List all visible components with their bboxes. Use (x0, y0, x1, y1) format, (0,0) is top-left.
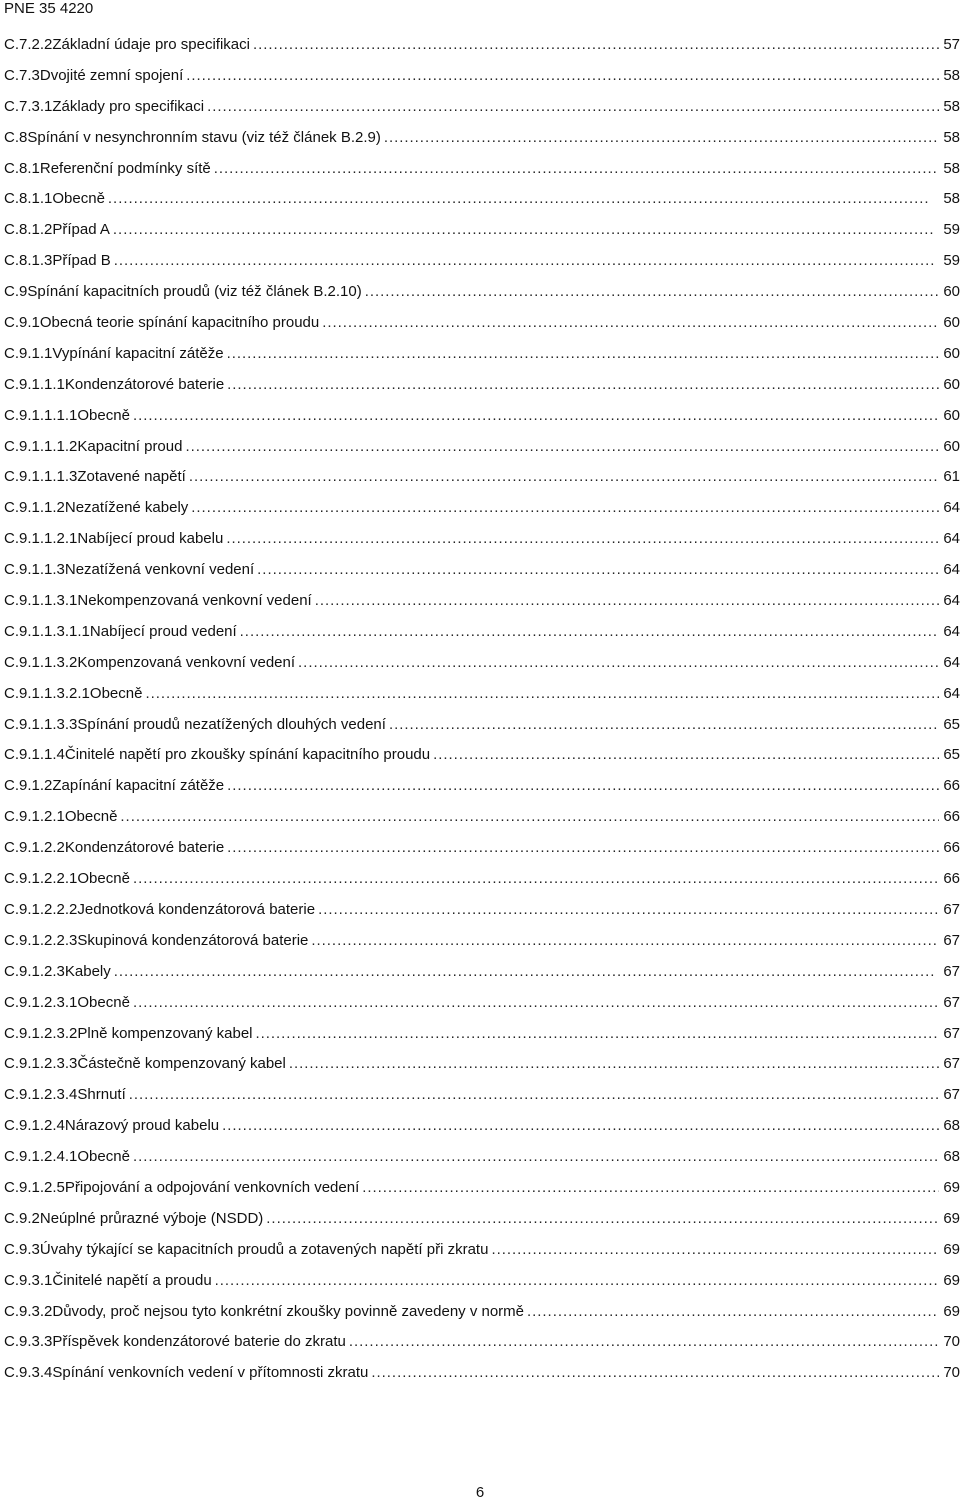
toc-entry-text: Neúplné průrazné výboje (NSDD) (39, 1209, 264, 1227)
toc-entry-page: 64 (943, 530, 960, 548)
toc-entry-page: 67 (943, 931, 960, 949)
toc-entry-title (4, 221, 110, 239)
toc-entry-page: 64 (943, 684, 960, 702)
toc-entry-text: Zapínání kapacitní zátěže (52, 777, 225, 795)
toc-dot-leader (120, 808, 939, 826)
toc-entry[interactable] (0, 901, 960, 932)
toc-entry[interactable] (0, 1055, 960, 1086)
toc-entry-text: Referenční podmínky sítě (39, 159, 211, 177)
toc-entry-title (4, 190, 105, 208)
toc-dot-leader (389, 716, 939, 734)
toc-dot-leader (256, 1025, 940, 1043)
toc-entry-number: C.8.1.1 (4, 190, 53, 208)
toc-dot-leader (433, 746, 939, 764)
toc-dot-leader (114, 252, 939, 270)
toc-entry-number: C.8.1.3 (4, 252, 53, 270)
toc-entry-page: 69 (943, 1302, 960, 1320)
toc-entry[interactable] (0, 685, 960, 716)
toc-dot-leader (289, 1055, 939, 1073)
toc-entry-page: 64 (943, 592, 960, 610)
toc-entry-text: Kapacitní proud (77, 437, 183, 455)
toc-entry-number: C.9.1.1.2 (4, 499, 65, 517)
toc-entry-number: C.9 (4, 283, 28, 301)
toc-dot-leader (214, 160, 939, 178)
toc-entry-page: 67 (943, 900, 960, 918)
toc-entry-title (4, 932, 308, 950)
toc-entry-title (4, 36, 250, 54)
toc-entry-title (4, 1333, 346, 1351)
toc-entry-title (4, 994, 130, 1012)
toc-entry-text: Nezatížená venkovní vedení (64, 561, 255, 579)
toc-entry[interactable] (0, 1025, 960, 1056)
toc-entry[interactable] (0, 345, 960, 376)
toc-entry[interactable] (0, 1333, 960, 1364)
toc-entry-text: Důvody, proč nejsou tyto konkrétní zkoušky povinně zavedeny v normě (52, 1302, 525, 1320)
toc-entry-title (4, 623, 237, 641)
toc-entry[interactable] (0, 654, 960, 685)
toc-entry-title (4, 438, 182, 456)
toc-dot-leader (253, 36, 939, 54)
toc-entry-title (4, 314, 319, 332)
toc-entry[interactable] (0, 746, 960, 777)
toc-dot-leader (322, 314, 939, 332)
toc-entry[interactable] (0, 932, 960, 963)
toc-entry-text: Obecná teorie spínání kapacitního proudu (39, 314, 320, 332)
toc-dot-leader (527, 1303, 939, 1321)
toc-entry-number: C.9.1 (4, 314, 40, 332)
toc-entry-title (4, 716, 386, 734)
toc-dot-leader (365, 283, 939, 301)
toc-entry-number: C.9.1.2.4.1 (4, 1148, 78, 1166)
toc-entry-page: 64 (943, 653, 960, 671)
toc-entry-title (4, 685, 142, 703)
toc-entry-number: C.9.1.2.4 (4, 1117, 65, 1135)
toc-entry-page: 64 (943, 561, 960, 579)
toc-entry-page: 67 (943, 1086, 960, 1104)
toc-entry-page: 66 (943, 839, 960, 857)
toc-entry-text: Nárazový proud kabelu (64, 1117, 220, 1135)
toc-dot-leader (108, 190, 939, 208)
toc-entry-number: C.9.1.2.3.1 (4, 993, 78, 1011)
toc-entry[interactable] (0, 777, 960, 808)
toc-entry-number: C.9.3.3 (4, 1333, 53, 1351)
toc-entry-page: 65 (943, 746, 960, 764)
toc-entry-page: 69 (943, 1271, 960, 1289)
toc-dot-leader (114, 963, 939, 981)
toc-entry-title (4, 407, 130, 425)
toc-entry[interactable] (0, 963, 960, 994)
toc-entry-number: C.7.2.2 (4, 36, 53, 53)
toc-entry-number: C.9.1.2.2 (4, 839, 65, 857)
toc-dot-leader (215, 1272, 939, 1290)
toc-entry-text: Vypínání kapacitní zátěže (52, 344, 224, 362)
toc-entry-number: C.9.1.2 (4, 777, 53, 795)
toc-entry-title (4, 468, 186, 486)
toc-dot-leader (362, 1179, 939, 1197)
toc-entry-page: 66 (943, 777, 960, 795)
toc-entry-number: C.7.3.1 (4, 97, 53, 115)
toc-dot-leader (129, 1086, 939, 1104)
toc-entry-text: Obecně (77, 1148, 130, 1166)
toc-entry[interactable] (0, 376, 960, 407)
toc-entry-text: Připojování a odpojování venkovních vedení (64, 1178, 360, 1196)
toc-entry-page: 67 (943, 1055, 960, 1073)
toc-dot-leader (133, 407, 939, 425)
toc-entry-title (4, 499, 188, 517)
toc-entry-number: C.9.1.1.2.1 (4, 530, 78, 548)
toc-entry[interactable] (0, 716, 960, 747)
toc-entry-page: 67 (943, 1024, 960, 1042)
toc-entry[interactable] (0, 1303, 960, 1334)
toc-entry-title (4, 1272, 212, 1290)
toc-dot-leader (384, 129, 939, 147)
toc-entry-text: Dvojité zemní spojení (39, 66, 184, 84)
toc-entry-title (4, 808, 117, 826)
toc-dot-leader (491, 1241, 939, 1259)
toc-entry-page: 67 (943, 962, 960, 980)
toc-entry-number: C.9.1.2.2.3 (4, 931, 78, 949)
toc-entry[interactable] (0, 561, 960, 592)
toc-entry-text: Činitelé napětí a proudu (52, 1271, 212, 1289)
toc-entry-title (4, 654, 295, 672)
toc-entry-text: Spínání kapacitních proudů (viz též článek B.2.10) (27, 283, 362, 301)
toc-entry-text: Obecně (77, 406, 130, 424)
toc-dot-leader (349, 1333, 939, 1351)
toc-dot-leader (191, 499, 939, 517)
toc-entry[interactable] (0, 499, 960, 530)
toc-entry-page: 68 (943, 1148, 960, 1166)
toc-dot-leader (227, 777, 939, 795)
toc-entry-page: 68 (943, 1117, 960, 1135)
toc-entry-number: C.9.1.2.1 (4, 808, 65, 826)
toc-dot-leader (226, 530, 939, 548)
toc-dot-leader (145, 685, 939, 703)
toc-dot-leader (222, 1117, 939, 1135)
toc-entry-number: C.9.1.1.1.2 (4, 437, 78, 455)
toc-entry-title (4, 1086, 126, 1104)
toc-entry[interactable] (0, 1364, 960, 1395)
toc-entry[interactable] (0, 407, 960, 438)
toc-entry-number: C.9.3.1 (4, 1271, 53, 1289)
toc-dot-leader (189, 468, 939, 486)
toc-entry-text: Úvahy týkající se kapacitních proudů a zotavených napětí při zkratu (39, 1240, 489, 1258)
toc-entry-title (4, 870, 130, 888)
toc-entry[interactable] (0, 129, 960, 160)
toc-dot-leader (240, 623, 939, 641)
toc-entry[interactable] (0, 1086, 960, 1117)
toc-entry-page: 60 (943, 437, 960, 455)
toc-entry-number: C.9.1.2.3.4 (4, 1086, 78, 1104)
toc-entry-text: Částečně kompenzovaný kabel (77, 1055, 286, 1073)
toc-dot-leader (318, 901, 939, 919)
toc-entry-page: 66 (943, 808, 960, 826)
toc-entry-number: C.9.1.2.3 (4, 962, 65, 980)
toc-entry-page: 58 (943, 190, 960, 208)
toc-entry-text: Nabíjecí proud kabelu (77, 530, 224, 548)
toc-dot-leader (133, 870, 939, 888)
toc-entry-page: 67 (943, 993, 960, 1011)
toc-dot-leader (266, 1210, 939, 1228)
toc-entry-title (4, 1303, 524, 1321)
toc-entry-number: C.8.1 (4, 159, 40, 177)
toc-entry-number: C.9.1.1 (4, 344, 53, 362)
toc-dot-leader (227, 345, 939, 363)
toc-entry-text: Základy pro specifikaci (52, 97, 205, 115)
toc-dot-leader (311, 932, 939, 950)
toc-entry-text: Případ B (52, 252, 111, 270)
toc-dot-leader (227, 839, 939, 857)
toc-entry[interactable] (0, 1117, 960, 1148)
toc-entry-page: 69 (943, 1209, 960, 1227)
toc-entry[interactable] (0, 438, 960, 469)
toc-entry[interactable] (0, 1179, 960, 1210)
toc-entry-page: 59 (943, 221, 960, 239)
toc-entry-number: C.9.1.1.1.1 (4, 406, 78, 424)
toc-entry-number: C.9.1.1.3.3 (4, 715, 78, 733)
toc-entry-title (4, 530, 223, 548)
toc-dot-leader (257, 561, 939, 579)
table-of-contents (0, 36, 960, 1395)
toc-entry-text: Obecně (64, 808, 118, 826)
toc-entry-title (4, 345, 224, 363)
toc-entry-number: C.9.1.2.5 (4, 1178, 65, 1196)
toc-entry-page: 64 (943, 622, 960, 640)
toc-entry-text: Jednotková kondenzátorová baterie (77, 900, 316, 918)
toc-entry[interactable] (0, 870, 960, 901)
toc-entry-title (4, 160, 211, 178)
toc-entry-title (4, 1055, 286, 1073)
toc-entry-page: 57 (943, 36, 960, 53)
toc-entry-title (4, 1025, 253, 1043)
toc-entry[interactable] (0, 530, 960, 561)
toc-dot-leader (298, 654, 939, 672)
toc-entry-number: C.9.1.1.4 (4, 746, 65, 764)
toc-entry-page: 70 (943, 1333, 960, 1351)
toc-entry-title (4, 283, 362, 301)
toc-entry-number: C.9.3.4 (4, 1364, 53, 1382)
toc-entry-text: Nabíjecí proud vedení (89, 622, 237, 640)
toc-entry-number: C.9.1.1.1.3 (4, 468, 78, 486)
toc-entry-page: 61 (943, 468, 960, 486)
toc-entry[interactable] (0, 468, 960, 499)
toc-dot-leader (185, 438, 939, 456)
toc-entry-text: Obecně (77, 870, 130, 888)
toc-entry-text: Zotavené napětí (77, 468, 186, 486)
toc-entry-title (4, 746, 430, 764)
toc-entry-number: C.9.1.2.2.1 (4, 870, 78, 888)
toc-entry[interactable] (0, 190, 960, 221)
toc-entry[interactable] (0, 808, 960, 839)
toc-entry-title (4, 839, 224, 857)
toc-entry-page: 58 (943, 97, 960, 115)
toc-entry-text: Obecně (77, 993, 130, 1011)
toc-entry-title (4, 1210, 263, 1228)
toc-entry[interactable] (0, 252, 960, 283)
toc-dot-leader (186, 67, 939, 85)
toc-entry-page: 58 (943, 66, 960, 84)
toc-entry-number: C.9.1.1.3 (4, 561, 65, 579)
toc-entry-text: Plně kompenzovaný kabel (77, 1024, 253, 1042)
toc-entry-page: 60 (943, 283, 960, 301)
toc-entry-number: C.9.1.2.2.2 (4, 900, 78, 918)
toc-entry-number: C.9.1.1.3.2.1 (4, 684, 90, 702)
toc-entry[interactable] (0, 1148, 960, 1179)
toc-entry-page: 70 (943, 1364, 960, 1382)
toc-entry-number: C.7.3 (4, 66, 40, 84)
toc-entry-title (4, 901, 315, 919)
toc-entry-text: Kabely (64, 962, 111, 980)
toc-entry-title (4, 1241, 488, 1259)
toc-entry-title (4, 67, 183, 85)
toc-entry-text: Kompenzovaná venkovní vedení (77, 653, 296, 671)
toc-entry-text: Obecně (89, 684, 143, 702)
toc-entry-number: C.9.1.1.1 (4, 375, 65, 393)
toc-dot-leader (371, 1364, 939, 1382)
toc-dot-leader (227, 376, 939, 394)
toc-entry-page: 66 (943, 870, 960, 888)
toc-entry[interactable] (0, 839, 960, 870)
toc-entry[interactable] (0, 1272, 960, 1303)
toc-entry-page: 69 (943, 1240, 960, 1258)
toc-entry[interactable] (0, 67, 960, 98)
toc-entry[interactable] (0, 36, 960, 67)
toc-entry[interactable] (0, 623, 960, 654)
toc-entry-title (4, 963, 111, 981)
toc-entry[interactable] (0, 592, 960, 623)
toc-entry-number: C.8 (4, 128, 28, 146)
toc-entry-title (4, 1364, 368, 1382)
toc-entry-title (4, 1179, 359, 1197)
toc-entry-number: C.8.1.2 (4, 221, 53, 239)
toc-entry-number: C.9.2 (4, 1209, 40, 1227)
toc-entry-number: C.9.1.2.3.3 (4, 1055, 78, 1073)
toc-entry-number: C.9.3.2 (4, 1302, 53, 1320)
toc-dot-leader (315, 592, 939, 610)
toc-dot-leader (207, 98, 939, 116)
toc-entry-page: 60 (943, 375, 960, 393)
toc-entry-page: 60 (943, 344, 960, 362)
toc-entry-title (4, 561, 254, 579)
toc-entry-page: 64 (943, 499, 960, 517)
toc-entry[interactable] (0, 314, 960, 345)
toc-entry[interactable] (0, 98, 960, 129)
toc-entry-text: Základní údaje pro specifikaci (52, 36, 250, 53)
toc-entry-title (4, 592, 312, 610)
toc-entry-number: C.9.1.1.3.2 (4, 653, 78, 671)
toc-entry-title (4, 98, 204, 116)
toc-entry-text: Spínání proudů nezatížených dlouhých vedení (77, 715, 386, 733)
toc-entry[interactable] (0, 160, 960, 191)
toc-entry-text: Příspěvek kondenzátorové baterie do zkratu (52, 1333, 346, 1351)
toc-entry-title (4, 1148, 130, 1166)
toc-entry[interactable] (0, 994, 960, 1025)
toc-entry[interactable] (0, 283, 960, 314)
toc-entry-title (4, 252, 111, 270)
toc-dot-leader (133, 994, 939, 1012)
toc-entry-number: C.9.1.2.3.2 (4, 1024, 78, 1042)
toc-entry-page: 59 (943, 252, 960, 270)
toc-entry-page: 58 (943, 159, 960, 177)
toc-entry-page: 69 (943, 1178, 960, 1196)
toc-entry-text: Případ A (52, 221, 110, 239)
toc-entry-number: C.9.1.1.3.1.1 (4, 622, 90, 640)
toc-entry[interactable] (0, 1241, 960, 1272)
toc-dot-leader (133, 1148, 939, 1166)
toc-entry-text: Činitelé napětí pro zkoušky spínání kapacitního proudu (64, 746, 431, 764)
toc-entry-text: Obecně (52, 190, 105, 208)
toc-entry-text: Nezatížené kabely (64, 499, 189, 517)
toc-entry-title (4, 376, 224, 394)
toc-dot-leader (113, 221, 939, 239)
toc-entry-number: C.9.3 (4, 1240, 40, 1258)
toc-entry-text: Kondenzátorové baterie (64, 839, 225, 857)
toc-entry-title (4, 1117, 219, 1135)
toc-entry-title (4, 777, 224, 795)
toc-entry-title (4, 129, 381, 147)
toc-entry-text: Shrnutí (77, 1086, 126, 1104)
toc-entry-text: Spínání v nesynchronním stavu (viz též článek B.2.9) (27, 128, 381, 146)
toc-entry-text: Skupinová kondenzátorová baterie (77, 931, 309, 949)
toc-entry-page: 60 (943, 406, 960, 424)
toc-entry-page: 60 (943, 314, 960, 332)
toc-entry-text: Nekompenzovaná venkovní vedení (77, 592, 312, 610)
toc-entry[interactable] (0, 221, 960, 252)
document-code: PNE 35 4220 (4, 0, 94, 17)
toc-entry[interactable] (0, 1210, 960, 1241)
toc-entry-number: C.9.1.1.3.1 (4, 592, 78, 610)
toc-entry-text: Spínání venkovních vedení v přítomnosti zkratu (52, 1364, 369, 1382)
toc-entry-page: 65 (943, 715, 960, 733)
page-number: 6 (475, 1484, 485, 1501)
toc-entry-page: 58 (943, 128, 960, 146)
toc-entry-text: Kondenzátorové baterie (64, 375, 225, 393)
